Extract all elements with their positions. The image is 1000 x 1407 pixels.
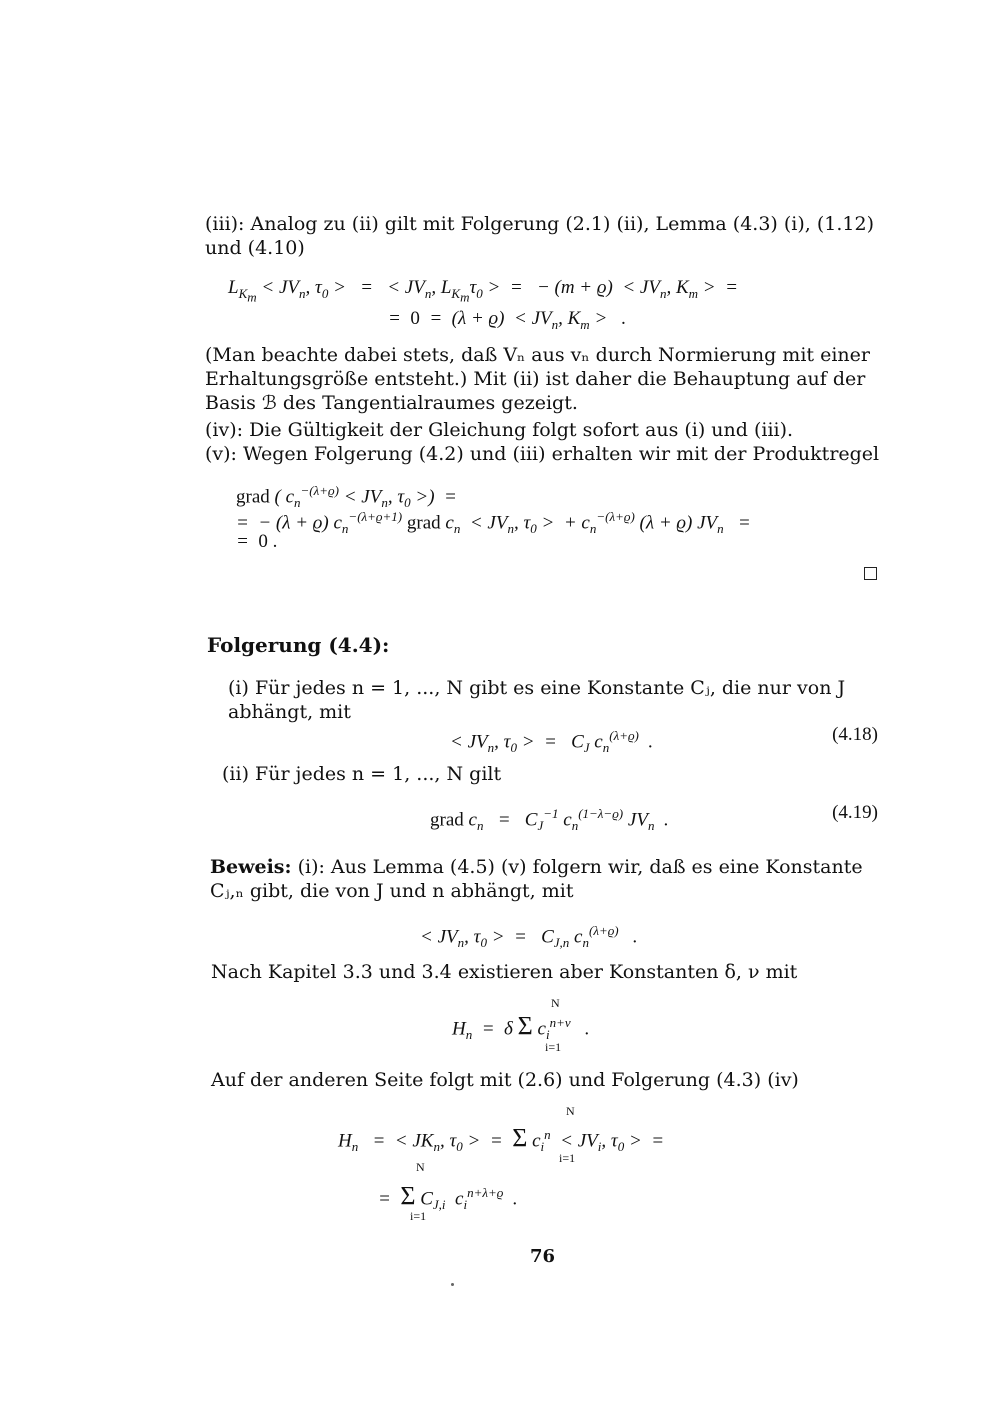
equation-lkm-line1: $L_{K_m} < JV_n$, $\tau_0$ > = < $JV_n$, $L_{K_m}\tau_0$ > = − $(m + ϱ) < JV_n$, $K_m$ > =	[228, 277, 738, 305]
page-number: 76	[530, 1246, 556, 1267]
sum-upper-limit-2: N	[566, 1104, 575, 1118]
equation-number-418: (4.18)	[832, 724, 878, 745]
sum-lower-limit-3: i=1	[410, 1209, 427, 1223]
equation-grad-line1: grad ( $c_n^{-(\lambda+ϱ)} < JV_n$, $\tau_0$ >) =	[236, 483, 457, 511]
equation-grad-line2: = − (λ + ϱ) $c_n^{-(\lambda+ϱ+1)}$ grad $c_n < JV_n$, $\tau_0$ > + $c_n^{-(\lambda+ϱ)}$ (λ + ϱ) $JV_n$ =	[236, 509, 751, 537]
sum-lower-limit: i=1	[545, 1040, 562, 1054]
equation-jvn-cjn: < $JV_n$, $\tau_0$ > = $C_{J,n}$ $c_n^{(\lambda+ϱ)}$ .	[420, 923, 638, 951]
paragraph-iii: (iii): Analog zu (ii) gilt mit Folgerung (2.1) (ii), Lemma (4.3) (i), (1.12) und (4.10)	[205, 213, 874, 259]
beweis-text: (i): Aus Lemma (4.5) (v) folgern wir, daß es eine Konstante Cⱼ,ₙ gibt, die von J und n abhängt, mit	[210, 856, 863, 902]
folgerung-title: Folgerung (4.4):	[207, 633, 390, 657]
equation-lkm-line2: = $0 = (\lambda + ϱ) < JV_n$, $K_m$ > .	[388, 308, 627, 332]
paragraph-kapitel: Nach Kapitel 3.3 und 3.4 existieren aber Konstanten δ, ν mit	[211, 961, 798, 983]
sum-upper-limit: N	[551, 996, 560, 1010]
paragraph-remark: (Man beachte dabei stets, daß Vₙ aus vₙ durch Normierung mit einer Erhaltungsgröße entsteht.) Mit (ii) ist daher die Behauptung auf der Basis ℬ des Tangentialraumes gezeigt.	[205, 344, 870, 414]
equation-hn-jkn-line1: $H_n$ = < $JK_n$, $\tau_0$ > = Σ $c_i^n < JV_i$, $\tau_0$ > =	[338, 1123, 665, 1155]
sum-upper-limit-3: N	[416, 1160, 425, 1174]
equation-hn-jkn-line2: = Σ $C_{J,i}$ $c_i^{n+\lambda+ϱ}$ .	[378, 1181, 518, 1213]
equation-grad-line3: = 0 .	[236, 531, 278, 552]
speck-mark	[451, 1283, 454, 1286]
equation-418: < $JV_n$, $\tau_0$ > = $C_J$ $c_n^{(\lambda+ϱ)}$ .	[450, 728, 654, 756]
sum-lower-limit-2: i=1	[559, 1151, 576, 1165]
equation-419: grad $c_n = C_J^{-1}$ $c_n^{(1-\lambda-ϱ)}$ $JV_n$ .	[430, 806, 669, 834]
beweis-paragraph	[210, 855, 885, 903]
paragraph-v: (v): Wegen Folgerung (4.2) und (iii) erhalten wir mit der Produktregel	[205, 443, 880, 465]
folgerung-item-i: (i) Für jedes n = 1, ..., N gibt es eine Konstante Cⱼ, die nur von J abhängt, mit	[228, 677, 846, 723]
paragraph-andere-seite: Auf der anderen Seite folgt mit (2.6) und Folgerung (4.3) (iv)	[211, 1069, 799, 1091]
beweis-label: Beweis:	[210, 856, 292, 878]
folgerung-item-ii: (ii) Für jedes n = 1, ..., N gilt	[222, 763, 502, 785]
equation-number-419: (4.19)	[832, 802, 878, 823]
equation-hn-delta: $H_n = \delta$ Σ $c_i^{n+\nu}$ .	[452, 1011, 590, 1043]
paragraph-iv: (iv): Die Gültigkeit der Gleichung folgt sofort aus (i) und (iii).	[205, 419, 794, 441]
qed-box-icon	[864, 567, 877, 580]
